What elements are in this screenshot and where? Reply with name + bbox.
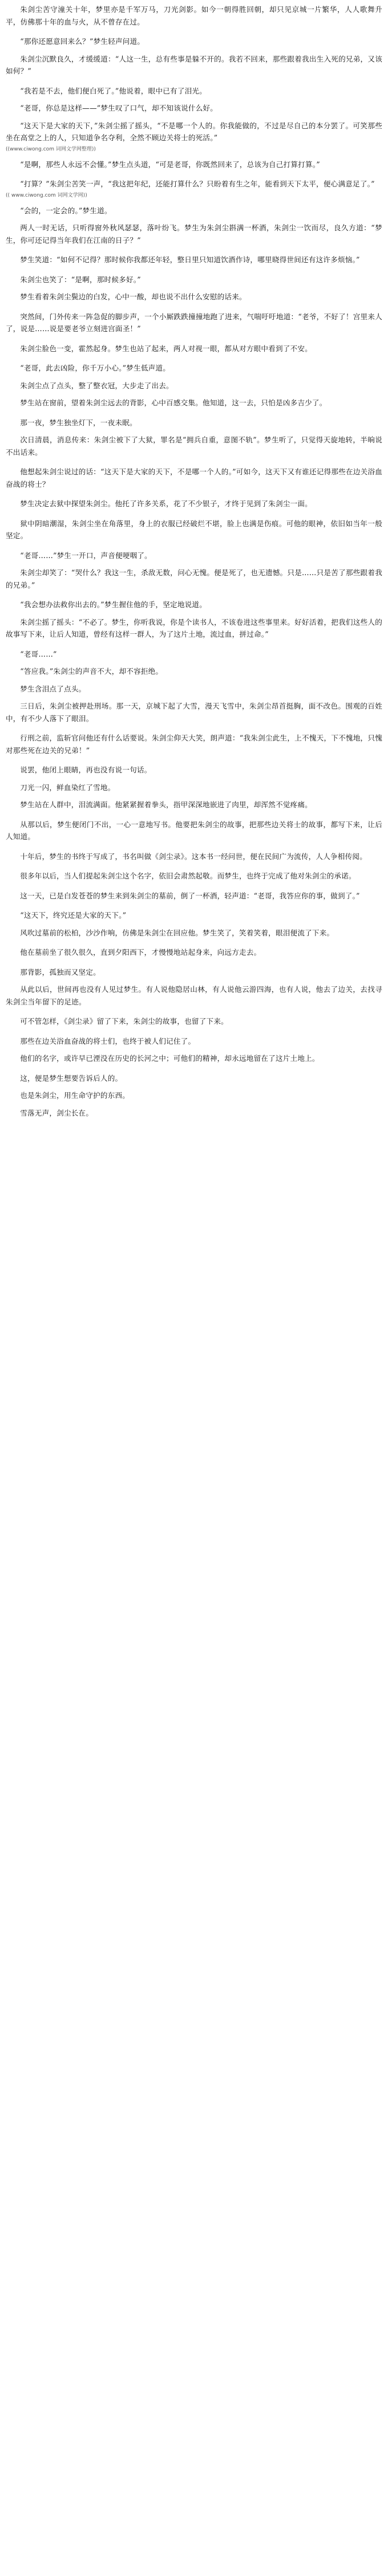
paragraph: 突然间，门外传来一阵急促的脚步声，一个小厮跌跌撞撞地跑了进来，气喘吁吁地道：“老爷，不好了！宫里来人了，说是……说是要老爷立刻进宫面圣！”	[6, 312, 382, 333]
paragraph: 这一天，已是白发苍苍的梦生来到朱剑尘的墓前，倒了一杯酒，轻声道：“老哥，我答应你的事，做到了。”	[20, 891, 360, 900]
paragraph: 可不管怎样，《剑尘录》留了下来，朱剑尘的故事，也留了下来。	[20, 1017, 228, 1025]
paragraph: 他们的名字，或许早已湮没在历史的长河之中；可他们的精神，却永远地留在了这片土地上。	[20, 1054, 320, 1063]
paragraph: 梦生站在人群中，泪流满面。他紧紧握着拳头，指甲深深地嵌进了肉里，却浑然不觉疼痛。	[20, 800, 312, 809]
paragraph: 从此以后，世间再也没有人见过梦生。有人说他隐居山林，有人说他云游四海，也有人说，他去了边关，去找寻朱剑尘当年留下的足迹。	[6, 985, 382, 1006]
paragraph: 他在墓前坐了很久很久，直到夕阳西下，才慢慢地站起身来，向远方走去。	[20, 948, 261, 957]
paragraph: 也是朱剑尘，用生命守护的东西。	[20, 1091, 130, 1100]
paragraph: “老哥，你总是这样——”梦生叹了口气，却不知该说什么好。	[20, 104, 218, 112]
paragraph: 从那以后，梦生便闭门不出，一心一意地写书。他要把朱剑尘的故事，把那些边关将士的故事，都写下来，让后人知道。	[6, 820, 382, 841]
paragraph: 雪落无声，剑尘长在。	[20, 1108, 94, 1117]
paragraph: “老哥……”梦生一开口，声音便哽咽了。	[20, 551, 152, 560]
paragraph: “打算？”朱剑尘苦笑一声，“我这把年纪，还能打算什么？只盼着有生之年，能看到天下太平，便心满意足了。”	[20, 180, 375, 188]
paragraph: 很多年以后，当人们提起朱剑尘这个名字，依旧会肃然起敬。而梦生，也终于完成了他对朱剑尘的承诺。	[20, 872, 356, 880]
paragraph: 行刑之前，监斩官问他还有什么话要说。朱剑尘仰天大笑，朗声道：“我朱剑尘此生，上不愧天，下不愧地，只愧对那些死在边关的兄弟！”	[6, 734, 382, 755]
paragraph: 风吹过墓前的松柏，沙沙作响，仿佛是朱剑尘在回应他。梦生笑了，笑着笑着，眼泪便流了下来。	[20, 928, 334, 937]
paragraph: 朱剑尘摇了摇头：“不必了。梦生，你听我说，你是个读书人，不该卷进这些事里来。好好活着，把我们这些人的故事写下来，让后人知道，曾经有这样一群人，为了这片土地，流过血，拼过命。”	[6, 617, 382, 638]
paragraph: “我若是不去，他们便白死了。”他说着，眼中已有了泪光。	[20, 86, 207, 95]
paragraph: 十年后，梦生的书终于写成了，书名叫做《剑尘录》。这本书一经问世，便在民间广为流传，人人争相传阅。	[20, 852, 367, 861]
paragraph: “这天下，终究还是大家的天下。”	[20, 911, 127, 919]
paragraph: 这，便是梦生想要告诉后人的。	[20, 1073, 123, 1083]
paragraph: “我会想办法救你出去的。”梦生握住他的手，坚定地说道。	[20, 600, 207, 609]
paragraph: 梦生含泪点了点头。	[20, 684, 86, 693]
paragraph: 朱剑尘也笑了：“是啊，那时候多好。”	[20, 275, 141, 284]
paragraph: “是啊，那些人永远不会懂。”梦生点头道，“可是老哥，你既然回来了，总该为自己打算打算。”	[20, 160, 320, 169]
paragraph: 朱剑尘沉默良久，才缓缓道：“人这一生，总有些事是躲不开的。我若不回来，那些跟着我出生入死的兄弟，又该如何？”	[6, 54, 382, 75]
paragraph: 那一夜，梦生独坐灯下，一夜未眠。	[20, 418, 137, 427]
paragraph: 他想起朱剑尘说过的话：“这天下是大家的天下，不是哪一个人的。”可如今，这天下又有谁还记得那些在边关浴血奋战的将士？	[6, 467, 382, 489]
paragraph: “答应我。”朱剑尘的声音不大，却不容拒绝。	[20, 667, 163, 675]
paragraph: 朱剑尘点了点头，整了整衣冠，大步走了出去。	[20, 381, 173, 390]
paragraph: “老哥，此去凶险，你千万小心。”梦生低声道。	[20, 364, 171, 372]
paragraph: 梦生站在窗前，望着朱剑尘远去的背影，心中百感交集。他知道，这一去，只怕是凶多吉少了。	[20, 398, 327, 407]
paragraph: “这天下是大家的天下，”朱剑尘摇了摇头，“不是哪一个人的。你我能做的，不过是尽自己的本分罢了。可笑那些坐在高堂之上的人，只知道争名夺利，全然不顾边关将士的死活。”	[6, 121, 382, 142]
paragraph: 朱剑尘却笑了：“哭什么？我这一生，杀敌无数，问心无愧。便是死了，也无遗憾。只是……只是苦了那些跟着我的兄弟。”	[6, 568, 382, 589]
site-watermark: ((www.ciwong.com 词网文学网整理))	[6, 146, 96, 152]
paragraph: 狱中阴暗潮湿，朱剑尘坐在角落里，身上的衣服已经破烂不堪，脸上也满是伤痕。可他的眼神，依旧如当年一般坚定。	[6, 519, 382, 540]
paragraph: 两人一时无话，只听得窗外秋风瑟瑟，落叶纷飞。梦生为朱剑尘斟满一杯酒，朱剑尘一饮而尽，良久方道：“梦生，你可还记得当年我们在江南的日子？”	[6, 223, 382, 245]
paragraph: 朱剑尘苦守潼关十年，梦里亦是千军万马，刀光剑影。如今一朝得胜回朝，却只见京城一片繁华，人人歌舞升平，仿佛那十年的血与火，从不曾存在过。	[6, 5, 382, 26]
paragraph: 刀光一闪，鲜血染红了雪地。	[20, 783, 115, 792]
paragraph: 次日清晨，消息传来：朱剑尘被下了大狱，罪名是“拥兵自重，意图不轨”。梦生听了，只觉得天旋地转，半晌说不出话来。	[6, 436, 382, 457]
paragraph: “老哥……”	[20, 649, 57, 658]
paragraph: 那背影，孤独而又坚定。	[20, 967, 100, 976]
paragraph: 三日后，朱剑尘被押赴刑场。那一天，京城下起了大雪，漫天飞雪中，朱剑尘昂首挺胸，面不改色。围观的百姓中，有不少人落下了眼泪。	[6, 702, 382, 723]
paragraph: 梦生笑道：“如何不记得？那时候你我都还年轻，整日里只知道饮酒作诗，哪里晓得世间还有这许多烦恼。”	[20, 255, 360, 264]
paragraph: 那些在边关浴血奋战的将士们，也终于被人们记住了。	[20, 1036, 196, 1045]
paragraph: 朱剑尘脸色一变，霍然起身。梦生也站了起来，两人对视一眼，都从对方眼中看到了不安。	[20, 344, 312, 353]
paragraph: 梦生看着朱剑尘鬓边的白发，心中一酸，却也说不出什么安慰的话来。	[20, 292, 246, 301]
paragraph: “会的，一定会的。”梦生道。	[20, 206, 112, 215]
paragraph: 梦生决定去狱中探望朱剑尘。他托了许多关系，花了不少银子，才终于见到了朱剑尘一面。	[20, 499, 312, 508]
paragraph: 说罢，他闭上眼睛，再也没有说一句话。	[20, 766, 152, 774]
site-watermark: (( www.ciwong.com 词网文学网))	[6, 192, 87, 198]
paragraph: “那你还愿意回来么？”梦生轻声问道。	[20, 37, 145, 46]
